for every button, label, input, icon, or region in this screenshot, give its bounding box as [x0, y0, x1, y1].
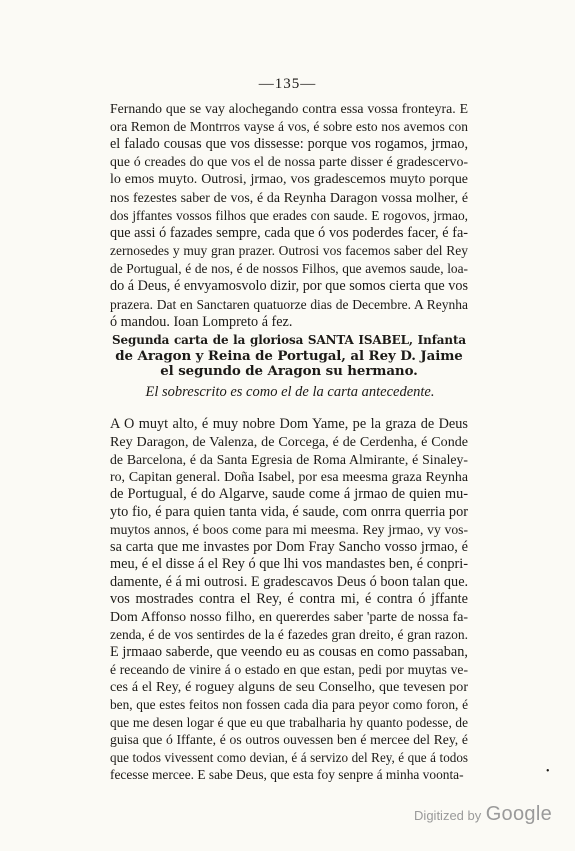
text-line: que todos vivessent como devian, é á servizo del Rey, é que á todos — [110, 749, 468, 765]
letter-one-text — [110, 100, 468, 331]
letter-two-text — [110, 416, 468, 784]
text-line: vos mostrades contra el Rey, é contra mi, é contra ó jffante — [110, 591, 468, 607]
text-line: zenda, é de vos sentirdes de la é fazedes gran dreito, é gran razon. — [110, 627, 468, 642]
text-line: ben, que estes feitos non fossen cada dia para peyor como foron, é — [110, 697, 468, 712]
text-line: é receando de vinire á o estado en que estan, pedi por muytas ve- — [110, 662, 468, 677]
text-line: dos jffantes vossos filhos que erades con saude. E rogovos, jrmao, — [110, 207, 468, 223]
text-line: fecesse mercee. E sabe Deus, que esta foy senpre á minha voonta- — [110, 767, 464, 782]
text-line: que assi ó fazades sempre, cada que ó vos poderdes facer, é fa- — [110, 224, 468, 241]
text-line: yto fio, é para quien tanta vida, é saude, com onrra querria por — [110, 503, 468, 520]
text-line: ces á el Rey, é roguey alguns de seu Conselho, que tevesen por — [110, 678, 468, 695]
heading-line: de Aragon y Reina de Portugal, al Rey D. Jaime — [115, 347, 463, 364]
text-line: de Barcelona, é da Santa Egresia de Roma Almirante, é Sinaley- — [110, 452, 468, 467]
text-line: sa carta que me invastes por Dom Fray Sancho vosso jrmao, é — [110, 538, 468, 555]
text-line: que ó creades do que vos el de nossa parte disser é gradescervo- — [110, 154, 468, 170]
digitized-watermark — [412, 803, 552, 826]
text-line: de Portugual, é do Algarve, saude come á jrmao de quien mu- — [110, 486, 468, 502]
text-line: prazera. Dat en Sanctaren quatuorze dias de Decembre. A Reynha — [110, 296, 468, 312]
text-line: nos fezestes saber de vos, é da Reynha Daragon vossa molher, é — [110, 189, 468, 205]
heading-line: Segunda carta de la gloriosa SANTA ISABEL, Infanta — [112, 333, 466, 347]
margin-mark: • — [546, 766, 550, 777]
page-number: —135— — [258, 76, 317, 92]
google-logo: Google — [485, 803, 552, 825]
text-line: Dom Affonso nosso filho, en quererdes saber 'parte de nossa fa- — [110, 609, 468, 625]
text-line: do á Deus, é envyamosvolo dizir, por que somos cierta que vos — [110, 277, 468, 294]
watermark-prefix: Digitized by — [414, 808, 482, 823]
text-line: ó mandou. Ioan Lompreto á fez. — [110, 313, 293, 330]
text-line: lo emos muyto. Outrosi, jrmao, vos gradescemos muyto porque — [110, 172, 468, 188]
section-heading — [112, 333, 466, 380]
text-line: Fernando que se vay alochegando contra essa vossa fronteyra. E — [110, 101, 468, 116]
text-line: guisa que ó Iffante, é os outros ouvessen ben é mercee del Rey, é — [110, 732, 468, 747]
text-line: A O muyt alto, é muy nobre Dom Yame, pe la graza de Deus — [110, 416, 468, 432]
text-line: que me desen logar é que eu que trabalharia hy quanto podesse, de — [110, 714, 468, 730]
text-line: ro, Capitan general. Doña Isabel, por esa meesma graza Reynha — [110, 469, 468, 485]
heading-line: el segundo de Aragon su hermano. — [160, 363, 418, 379]
text-line: ora Remon de Montrros vayse á vos, é sobre esto nos avemos con — [110, 118, 468, 134]
text-line: zernosedes y muy gran prazer. Outrosi vos facemos saber del Rey — [110, 243, 468, 259]
text-line: de Portugual, é de nos, é de nossos Filhos, que avemos saude, loa- — [110, 261, 468, 277]
text-line: meu, é el disse á el Rey ó que lhi vos mandastes ben, é conpri- — [110, 556, 468, 572]
text-line: damente, é á mi outrosi. E gradescavos Deus ó boon talan que. — [110, 573, 469, 590]
text-line: E jrmaao saberde, que veendo eu as cousas en como passaban, — [110, 643, 468, 660]
text-line: Rey Daragon, de Valenza, de Corcega, é de Cerdenha, é Conde — [110, 433, 468, 450]
text-line: muytos annos, é boos come para mi meesma. Rey jrmao, vy vos- — [110, 522, 468, 537]
text-line: el falado cousas que vos dissesse: porque vos rogamos, jrmao, — [110, 135, 468, 152]
subtitle: El sobrescrito es como el de la carta antecedente. — [145, 384, 435, 400]
